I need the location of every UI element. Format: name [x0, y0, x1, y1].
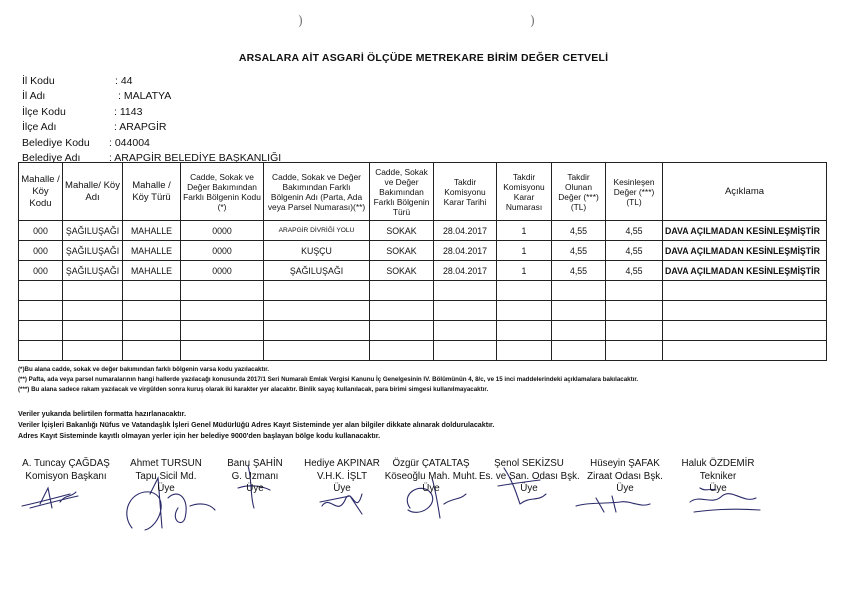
- info-label: Belediye Adı: [22, 151, 81, 164]
- signatory-uye: Üye: [520, 483, 538, 495]
- signatory-role: G. Uzmanı: [231, 470, 279, 482]
- instruction-line: Veriler yukarıda belirtilen formatta hazırlanacaktır.: [18, 410, 186, 418]
- cell-bolge-turu: SOKAK: [370, 221, 434, 241]
- table-row-empty: [19, 321, 827, 341]
- cell-kesinlesen-deger: 4,55: [606, 221, 663, 241]
- footnote: (*)Bu alana cadde, sokak ve değer bakımından farklı bölgenin varsa kodu yazılacaktır.: [18, 366, 270, 373]
- cell-mahalle-turu: MAHALLE: [123, 261, 181, 281]
- signatory-ziraat-odasi: [575, 458, 675, 496]
- table-row: [19, 221, 827, 241]
- cell-takdir-degeri: 4,55: [552, 221, 606, 241]
- cell-karar-tarihi: 28.04.2017: [434, 241, 497, 261]
- signatory-name: A. Tuncay ÇAĞDAŞ: [22, 458, 110, 469]
- cell-mahalle-turu: MAHALLE: [123, 221, 181, 241]
- cell-bolge-turu: SOKAK: [370, 241, 434, 261]
- cell-mahalle-turu: MAHALLE: [123, 241, 181, 261]
- cell-aciklama: DAVA AÇILMADAN KESİNLEŞMİŞTİR: [663, 261, 827, 281]
- instruction-line: Veriler İçişleri Bakanlığı Nüfus ve Vatandaşlık İşleri Genel Müdürlüğü Adres Kayıt Sisteminde yer alan bilgiler dikkate alınarak doldurulacaktır.: [18, 420, 495, 429]
- cell-bolge-kodu: 0000: [181, 261, 264, 281]
- signatory-name: Özgür ÇATALTAŞ: [392, 458, 470, 469]
- signatory-muhtar: [381, 458, 481, 496]
- cell-takdir-degeri: 4,55: [552, 261, 606, 281]
- cell-bolge-adi: KUŞÇU: [264, 241, 370, 261]
- signature-block: [0, 458, 847, 598]
- table-row-empty: [19, 281, 827, 301]
- table-row-empty: [19, 301, 827, 321]
- table-row-empty: [19, 341, 827, 361]
- cell-karar-numarasi: 1: [497, 241, 552, 261]
- signatory-name: Şenol SEKİZSU: [494, 458, 564, 469]
- signatory-tekniker: [668, 458, 768, 496]
- signatory-role: Ziraat Odası Bşk.: [587, 470, 663, 482]
- col-header-bolge-turu: Cadde, Sokak ve Değer Bakımından Farklı Bölgenin Türü: [370, 163, 434, 221]
- valuation-table: [18, 162, 827, 361]
- signatory-name: Hüseyin ŞAFAK: [590, 458, 660, 469]
- col-header-karar-numarasi: Takdir Komisyonu Karar Numarası: [497, 163, 552, 221]
- col-header-mahalle-turu: Mahalle / Köy Türü: [123, 163, 181, 221]
- cell-mahalle-adi: ŞAĞILUŞAĞI: [63, 261, 123, 281]
- col-header-karar-tarihi: Takdir Komisyonu Karar Tarihi: [434, 163, 497, 221]
- signatory-role: Tapu Sicil Md.: [135, 470, 197, 482]
- info-value: : ARAPGİR BELEDİYE BAŞKANLIĞI: [109, 151, 282, 164]
- info-value: : 1143: [114, 105, 143, 118]
- signatory-name: Haluk ÖZDEMİR: [681, 458, 755, 469]
- info-label: İl Adı: [22, 90, 46, 103]
- punch-hole-mark: ): [530, 14, 536, 29]
- signatory-role: Es. ve San. Odası Bşk.: [479, 470, 580, 482]
- signatory-role: V.H.K. İŞLT: [316, 470, 368, 482]
- instructions: [18, 409, 494, 441]
- signatory-role: Komisyon Başkanı: [25, 470, 107, 482]
- cell-bolge-kodu: 0000: [181, 241, 264, 261]
- info-label: İlçe Kodu: [22, 105, 66, 118]
- signatory-komisyon-baskani: [16, 458, 116, 483]
- col-header-takdir-degeri: Takdir Olunan Değer (***) (TL): [552, 163, 606, 221]
- footnotes: [18, 365, 638, 395]
- signatory-uye: Üye: [616, 483, 634, 495]
- col-header-mahalle-kodu: Mahalle / Köy Kodu: [19, 163, 63, 221]
- signatory-uye: Üye: [422, 483, 440, 495]
- col-header-bolge-adi: Cadde, Sokak ve Değer Bakımından Farklı Bölgenin Adı (Parta, Ada veya Parsel Numarası)(**): [264, 163, 370, 221]
- cell-takdir-degeri: 4,55: [552, 241, 606, 261]
- table-header-row: [19, 163, 827, 221]
- cell-mahalle-adi: ŞAĞILUŞAĞI: [63, 241, 123, 261]
- info-value: : 044004: [109, 136, 150, 149]
- cell-kesinlesen-deger: 4,55: [606, 241, 663, 261]
- cell-karar-numarasi: 1: [497, 221, 552, 241]
- signatory-vhk: [292, 458, 392, 496]
- cell-aciklama: DAVA AÇILMADAN KESİNLEŞMİŞTİR: [663, 221, 827, 241]
- table-row: [19, 261, 827, 281]
- instruction-line: Adres Kayıt Sisteminde kayıtlı olmayan yerler için her belediye 9000'den başlayan bölge kodu kullanacaktır.: [18, 431, 381, 440]
- cell-bolge-adi: ARAPGİR DİVRİĞİ YOLU: [264, 221, 370, 241]
- col-header-bolge-kodu: Cadde, Sokak ve Değer Bakımından Farklı Bölgenin Kodu (*): [181, 163, 264, 221]
- info-label: Belediye Kodu: [22, 136, 90, 149]
- cell-mahalle-kodu: 000: [19, 221, 63, 241]
- cell-mahalle-kodu: 000: [19, 241, 63, 261]
- document-title: ARSALARA AİT ASGARİ ÖLÇÜDE METREKARE BİRİM DEĞER CETVELİ: [238, 52, 609, 64]
- signatory-esnaf-odasi: [479, 458, 579, 496]
- footnote: (***) Bu alana sadece rakam yazılacak ve virgülden sonra kuruş olarak iki karakter yer alacaktır. Binlik sayaç kullanılacak, para birimi simgesi kullanılmayacaktır.: [18, 386, 489, 393]
- cell-aciklama: DAVA AÇILMADAN KESİNLEŞMİŞTİR: [663, 241, 827, 261]
- signatory-g-uzmani: [205, 458, 305, 496]
- cell-mahalle-adi: ŞAĞILUŞAĞI: [63, 221, 123, 241]
- info-label: İl Kodu: [22, 75, 55, 87]
- footnote: (**) Pafta, ada veya parsel numaralarının hangi hallerde yazılacağı konusunda 2017/1 Seri Numaralı Emlak Vergisi Kanunu İç Genelgesinin IV. Bölümünün 4, 8/c, ve 15 inci maddelerindeki açıklamalara bakılacaktır.: [18, 376, 639, 383]
- info-value: : ARAPGİR: [114, 121, 167, 134]
- signatory-name: Hediye AKPINAR: [304, 458, 380, 469]
- table-row: [19, 241, 827, 261]
- signatory-uye: Üye: [157, 483, 175, 495]
- cell-karar-tarihi: 28.04.2017: [434, 221, 497, 241]
- cell-karar-numarasi: 1: [497, 261, 552, 281]
- col-header-kesinlesen-deger: Kesinleşen Değer (***) (TL): [606, 163, 663, 221]
- info-value: : MALATYA: [118, 90, 172, 103]
- signatory-role: Tekniker: [699, 470, 737, 482]
- signatory-uye: Üye: [709, 483, 727, 495]
- info-label: İlçe Adı: [22, 121, 57, 134]
- punch-hole-mark: ): [298, 14, 304, 29]
- signatory-tapu-sicil: [116, 458, 216, 496]
- cell-bolge-kodu: 0000: [181, 221, 264, 241]
- cell-kesinlesen-deger: 4,55: [606, 261, 663, 281]
- signatory-name: Banu ŞAHİN: [227, 458, 283, 469]
- cell-bolge-turu: SOKAK: [370, 261, 434, 281]
- signatory-name: Ahmet TURSUN: [130, 458, 202, 469]
- cell-mahalle-kodu: 000: [19, 261, 63, 281]
- info-value: : 44: [115, 75, 133, 87]
- signatory-uye: Üye: [246, 483, 264, 495]
- col-header-mahalle-adi: Mahalle/ Köy Adı: [63, 163, 123, 221]
- signatory-uye: Üye: [333, 483, 351, 495]
- cell-karar-tarihi: 28.04.2017: [434, 261, 497, 281]
- cell-bolge-adi: ŞAĞILUŞAĞI: [264, 261, 370, 281]
- col-header-aciklama: Açıklama: [663, 163, 827, 221]
- signatory-role: Köseoğlu Mah. Muht.: [384, 470, 478, 482]
